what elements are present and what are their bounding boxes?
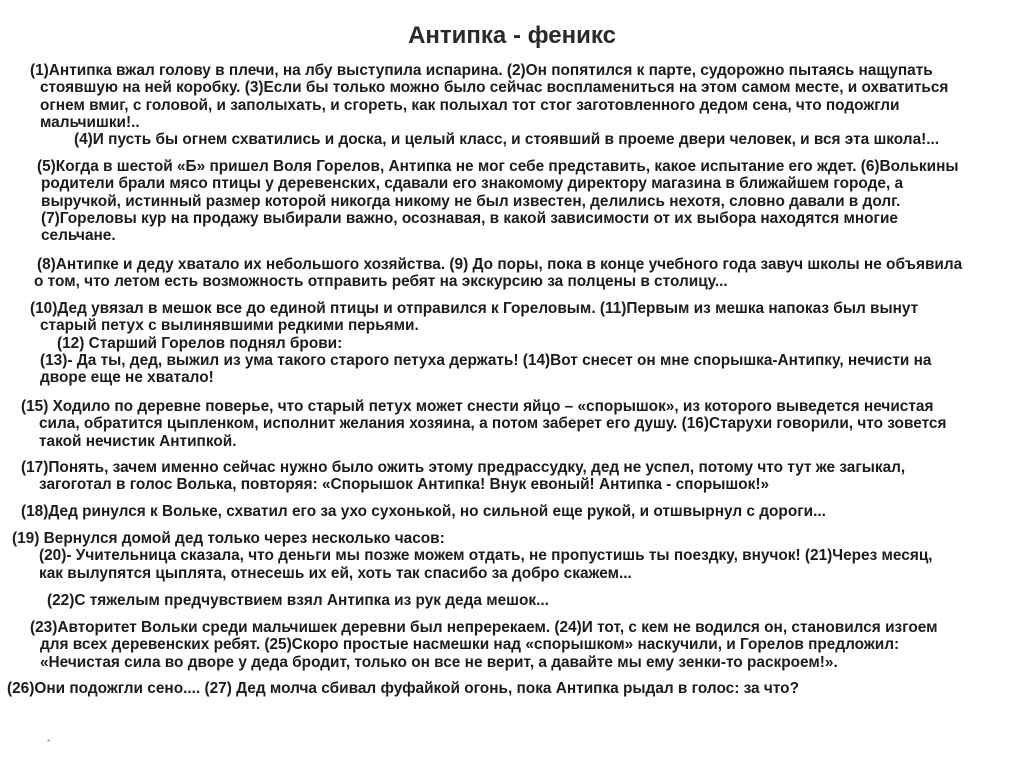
text-line: (17)Понять, зачем именно сейчас нужно было ожить этому предрассудку, дед не успел, потому что тут же загыкал, [21, 459, 906, 476]
text-line: (23)Авторитет Вольки среди мальчишек деревни был непререкаем. (24)И тот, с кем не водился он, становился изгоем [30, 619, 938, 636]
text-line: для всех деревенских ребят. (25)Скоро простые насмешки над «спорышком» наскучили, и Горелов предложил: [40, 636, 900, 654]
text-line: такой нечистик Антипкой. [39, 432, 237, 450]
paragraph-1 [30, 62, 948, 148]
text-line: сельчане. [41, 227, 116, 245]
text-line: старый петух с вылинявшими редкими перьями. [40, 317, 419, 335]
text-line: (12) Старший Горелов поднял брови: [57, 334, 343, 352]
paragraph-7 [21, 503, 826, 520]
paragraph-8 [12, 530, 933, 582]
paragraph-10 [30, 619, 938, 671]
text-line: (26)Они подожгли сено.... (27) Дед молча сбивал фуфайкой огонь, пока Антипка рыдал в голос: за что? [7, 680, 799, 697]
text-line: «Нечистая сила во дворе у деда бродит, только он все не верит, а давайте мы ему зенки-то раскроем!». [40, 653, 838, 671]
text-line: (18)Дед ринулся к Вольке, схватил его за ухо сухонькой, но сильной еще рукой, и отшвырнул с дороги... [21, 503, 826, 520]
text-line: мальчишки!.. [40, 113, 140, 131]
text-line: (15) Ходило по деревне поверье, что старый петух может снести яйцо – «спорышок», из которого выведется нечистая [21, 398, 934, 415]
text-line: дворе еще не хватало! [40, 369, 214, 387]
text-line: родители брали мясо птицы у деревенских, сдавали его знакомому директору магазина в ближайшем городе, а [41, 175, 904, 193]
text-line: огнем вмиг, с головой, и заполыхать, и сгореть, как полыхал тот стог заготовленного дедом сена, что подожгли [40, 96, 900, 114]
paragraph-6 [21, 459, 905, 494]
text-line: выручкой, истинный размер которой никогда никому не был известен, делились нехотя, словно давали в долг. [41, 192, 901, 210]
text-line: (20)- Учительница сказала, что деньги мы позже можем отдать, не пропустишь ты поездку, внучок! (21)Через месяц, [39, 547, 933, 565]
text-line: (22)С тяжелым предчувствием взял Антипка из рук деда мешок... [47, 592, 549, 609]
text-line: (1)Антипка вжал голову в плечи, на лбу выступила испарина. (2)Он попятился к парте, судорожно пытаясь нащупать [30, 62, 933, 79]
footer-mark: * [47, 738, 51, 747]
text-line: как вылупятся цыплята, отнесешь их ей, хоть так спасибо за добро скажем... [39, 564, 632, 582]
text-line: (7)Гореловы кур на продажу выбирали важно, осознавая, в какой зависимости от их выбора находятся многие [41, 209, 898, 227]
paragraph-3 [34, 256, 963, 291]
text-line: сила, обратится цыпленком, исполнит желания хозяина, а потом заберет его душу. (16)Старухи говорили, что зовется [39, 415, 947, 433]
paragraph-5 [21, 398, 946, 450]
text-line: (4)И пусть бы огнем схватились и доска, и целый класс, и стоявший в проеме двери человек, и вся эта школа!... [74, 131, 940, 149]
paragraph-2 [37, 158, 959, 244]
text-line: стоявшую на ней коробку. (3)Если бы только можно было сейчас воспламениться на этом самом месте, и охватиться [40, 79, 949, 97]
text-line: загоготал в голос Волька, повторяя: «Спорышок Антипка! Внук евоный! Антипка - спорышок!» [39, 476, 770, 494]
text-line: (8)Антипке и деду хватало их небольшого хозяйства. (9) До поры, пока в конце учебного года завуч школы не объявила [37, 256, 963, 273]
paragraph-11 [7, 680, 799, 697]
paragraph-9 [47, 592, 549, 609]
paragraph-4 [30, 300, 931, 386]
page-title: Антипка - феникс [408, 22, 616, 49]
text-line: о том, что летом есть возможность отправить ребят на экскурсию за полцены в столицу... [34, 273, 728, 291]
text-line: (10)Дед увязал в мешок все до единой птицы и отправился к Гореловым. (11)Первым из мешка напоказ был вынут [30, 300, 919, 317]
text-line: (19) Вернулся домой дед только через несколько часов: [12, 530, 445, 547]
text-line: (5)Когда в шестой «Б» пришел Воля Горелов, Антипка не мог себе представить, какое испытание его ждет. (6)Волькины [37, 158, 959, 175]
text-line: (13)- Да ты, дед, выжил из ума такого старого петуха держать! (14)Вот снесет он мне спорышка-Антипку, нечисти на [40, 351, 932, 369]
